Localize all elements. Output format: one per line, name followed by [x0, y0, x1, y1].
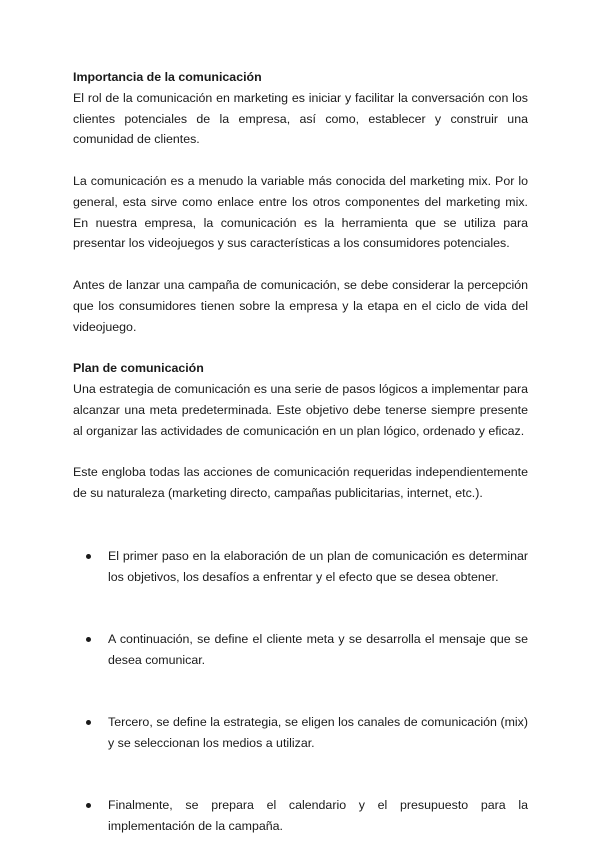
steps-bullet-list — [73, 546, 528, 837]
paragraph-spacer — [73, 525, 528, 546]
document-page — [73, 67, 528, 837]
bullet-dot-icon — [86, 803, 91, 808]
paragraph-spacer — [73, 337, 528, 358]
list-item — [73, 546, 528, 588]
paragraph-antes-de-lanzar: Antes de lanzar una campaña de comunicación, se debe considerar la percepción que los consumidores tienen sobre la empresa y la etapa en el ciclo de vida del videojuego. — [73, 277, 528, 334]
list-item-text: Tercero, se define la estrategia, se eligen los canales de comunicación (mix) y se seleccionan los medios a utilizar. — [108, 715, 528, 750]
paragraph-estrategia: Una estrategia de comunicación es una serie de pasos lógicos a implementar para alcanzar una meta predeterminada. Este objetivo debe tenerse siempre presente al organizar las actividades de comunicación en un plan lógico, ordenado y eficaz. — [73, 381, 528, 438]
paragraph-rol-comunicacion: El rol de la comunicación en marketing es iniciar y facilitar la conversación con los clientes potenciales de la empresa, así como, establecer y construir una comunidad de clientes. — [73, 90, 528, 147]
list-item-text: Finalmente, se prepara el calendario y el presupuesto para la implementación de la campaña. — [108, 798, 528, 834]
list-item-text: A continuación, se define el cliente meta y se desarrolla el mensaje que se desea comunicar. — [108, 631, 528, 667]
list-item — [73, 795, 528, 837]
bullet-dot-icon — [86, 720, 91, 725]
list-item-text: El primer paso en la elaboración de un plan de comunicación es determinar los objetivos, los desafíos a enfrentar y el efecto que se desea obtener. — [108, 548, 528, 584]
section-heading-plan: Plan de comunicación — [73, 361, 204, 376]
paragraph-spacer — [73, 441, 528, 462]
paragraph-spacer — [73, 504, 528, 525]
bullet-dot-icon — [86, 554, 91, 559]
paragraph-engloba: Este engloba todas las acciones de comunicación requeridas independientemente de su naturaleza (marketing directo, campañas publicitarias, internet, etc.). — [73, 465, 528, 500]
list-item — [73, 629, 528, 671]
list-item — [73, 712, 528, 754]
section-heading-importancia: Importancia de la comunicación — [73, 70, 262, 84]
paragraph-spacer — [73, 150, 528, 171]
bullet-dot-icon — [86, 637, 91, 642]
paragraph-spacer — [73, 254, 528, 275]
paragraph-variable-conocida: La comunicación es a menudo la variable más conocida del marketing mix. Por lo general, esta sirve como enlace entre los otros componentes del marketing mix. En nuestra empresa, la comunicación es la herramienta que se utiliza para presentar los videojuegos y sus características a los consumidores potenciales. — [73, 173, 528, 251]
